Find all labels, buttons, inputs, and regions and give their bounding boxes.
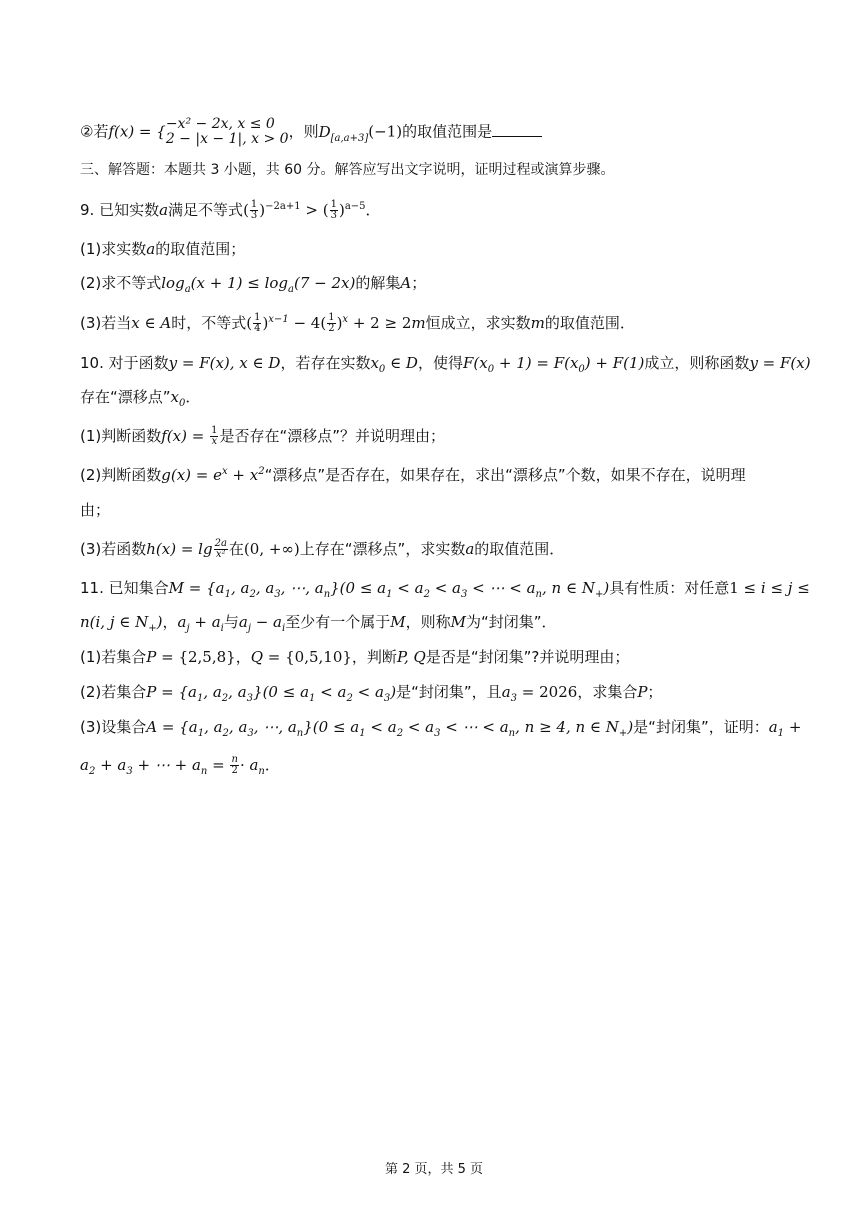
question-10-stem-line-1: 10. 对于函数y = F(x), x ∈ D，若存在实数$x_0$ ∈ D，使得$F(x_0 + 1) = F(x_0) + F(1)$成立，则称函数y = F(x) bbox=[80, 354, 811, 375]
section-3-heading: 三、解答题：本题共 3 小题，共 60 分。解答应写出文字说明，证明过程或演算步骤。 bbox=[80, 162, 615, 178]
question-11-part-1: (1)若集合P = {2,5,8}，Q = {0,5,10}，判断P, Q是否是“封闭集”?并说明理由； bbox=[80, 648, 630, 666]
question-11-part-3-cont: $a_2 + a_3$ + ⋯ + $a_n$ = $\frac{n}{2}$ · $a_n$． bbox=[80, 754, 280, 777]
answer-blank bbox=[492, 122, 542, 137]
question-11-part-2: (2)若集合$P = \{a_1$, $a_2$, $a_3\}(0 \le a_1 < a_2 < a_3)$是“封闭集”，且$a_3 = 2026$，求集合P； bbox=[80, 683, 663, 704]
piecewise-cases: −x² − 2x, x ≤ 0 2 − |x − 1|, x > 0 bbox=[165, 116, 289, 147]
question-9-stem: 9. 已知实数a满足不等式( $\frac{1}{3}$ )$^{-2a+1}$ > ( $\frac{1}{3}$ )$^{a-5}$． bbox=[80, 199, 381, 221]
question-8-part-2: ②若f(x) = { −x² − 2x, x ≤ 0 2 − |x − 1|, x > 0 ，则$D_{[a,a+3]}(-1)$的取值范围是 bbox=[80, 117, 800, 147]
question-11-part-3: (3)设集合$A = \{a_1$, $a_2$, $a_3$, ⋯, $a_n\}(0 \le a_1 < a_2 < a_3$ < ⋯ < $a_n$, n ≥ 4, n ∈ $N_+$)是“封闭集”，证明：$a_1$ + bbox=[80, 718, 802, 739]
question-9-part-3: (3)若当x ∈ A时，不等式( $\frac{1}{4}$ )$^{x-1}$ − 4( $\frac{1}{2}$ )$^x$ + 2 ≥ 2m恒成立，求实数m的取值范围． bbox=[80, 312, 635, 334]
question-10-part-2-cont: 由； bbox=[80, 501, 111, 519]
question-9-part-2: (2)求不等式$\log_a(x + 1) \le \log_a(7 - 2x)$的解集A； bbox=[80, 274, 427, 295]
question-10-stem-line-2: 存在“漂移点$”x_0$． bbox=[80, 388, 201, 409]
question-11-stem-line-1: 11. 已知集合$M = \{a_1$, $a_2$, $a_3$, ⋯, $a_n\}(0 \le a_1 < a_2 < a_3$ < ⋯ < $a_n$, n ∈ $N_+$)具有性质：对任意1 ≤ i ≤ j ≤ bbox=[80, 579, 810, 600]
question-11-stem-line-2: n(i, j ∈ $N_+$)，$a_j + a_i$与$a_j - a_i$至少有一个属于M，则称M为“封闭集”． bbox=[80, 613, 557, 634]
question-10-part-3: (3)若函数h(x) = lg $\frac{2a}{\text{x²}}$ 在(0, +∞)上存在“漂移点”，求实数a的取值范围． bbox=[80, 538, 565, 560]
page-footer: 第 2 页，共 5 页 bbox=[384, 1162, 484, 1177]
question-9-part-1: (1)求实数a的取值范围； bbox=[80, 240, 246, 258]
question-10-part-2: (2)判断函数$g(x) = e^x$ + $x^2“$漂移点”是否存在，如果存在，求出“漂移点”个数，如果不存在，说明理 bbox=[80, 466, 746, 484]
question-10-part-1: (1)判断函数f(x) = $\frac{1}{x}$ 是否存在“漂移点”？并说明理由； bbox=[80, 425, 445, 447]
